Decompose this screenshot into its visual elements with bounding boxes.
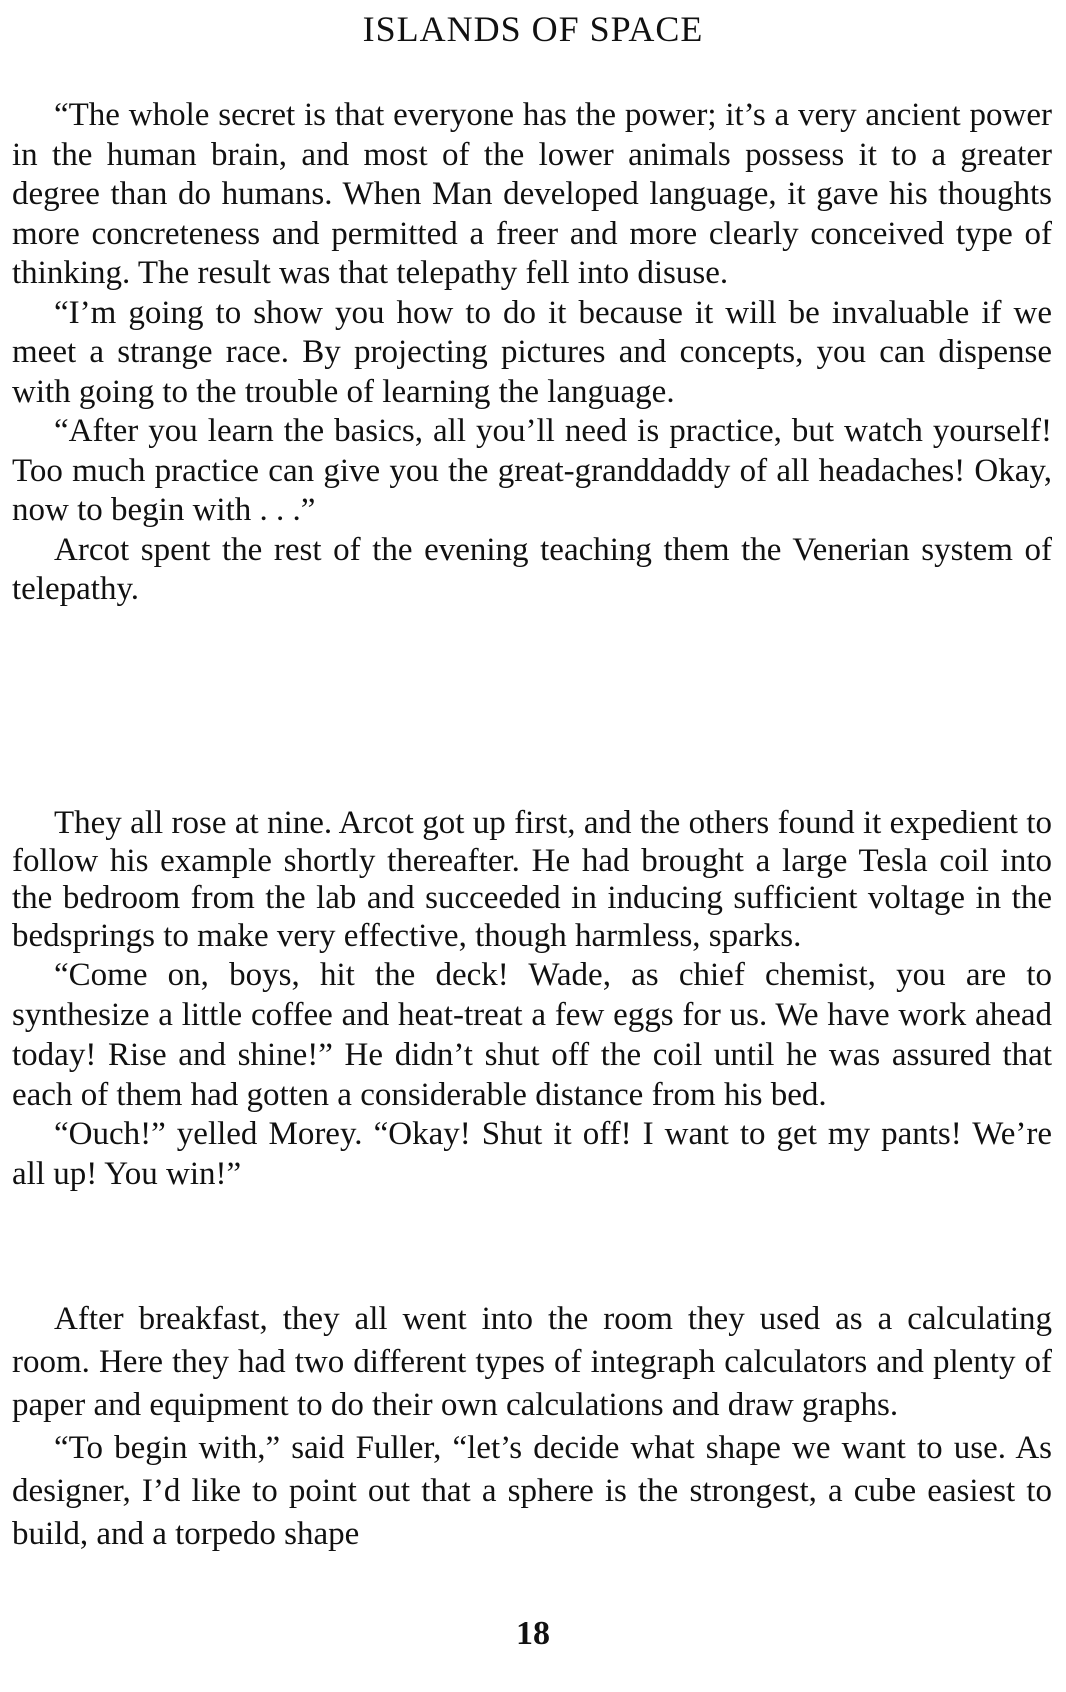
paragraph: “To begin with,” said Fuller, “let’s decide what shape we want to use. As designer, I’d like to point out that a sphere is the strongest, a cube easiest to build, and a torpedo shape (12, 1430, 1052, 1552)
paragraph: Arcot spent the rest of the evening teaching them the Venerian system of telepathy. (12, 531, 1052, 607)
paragraph: “Come on, boys, hit the deck! Wade, as chief chemist, you are to synthesize a little coffee and heat-treat a few eggs for us. We have work ahead today! Rise and shine!” He didn’t shut off the coil until he was assured that each of them had gotten a considerable distance from his bed. (12, 957, 1052, 1113)
paragraph: “After you learn the basics, all you’ll need is practice, but watch yourself! Too much practice can give you the great-granddaddy of all headaches! Okay, now to begin with . . .” (12, 413, 1052, 528)
paragraph: “The whole secret is that everyone has the power; it’s a very ancient power in the human brain, and most of the lower animals possess it to a greater degree than do humans. When Man developed language, it gave his thoughts more concreteness and permitted a freer and more clearly conceived type of thinking. The result was that telepathy fell into disuse. (12, 97, 1052, 291)
page-number: 18 (516, 1615, 550, 1652)
paragraph: They all rose at nine. Arcot got up first, and the others found it expedient to follow his example shortly thereafter. He had brought a large Tesla coil into the bedroom from the lab and succeeded in inducing sufficient voltage in the bedsprings to make very effective, though harmless, sparks. (12, 805, 1052, 954)
paragraph: “Ouch!” yelled Morey. “Okay! Shut it off! I want to get my pants! We’re all up! You win!” (12, 1116, 1052, 1192)
paragraph: After breakfast, they all went into the room they used as a calculating room. Here they had two different types of integraph calculators and plenty of paper and equipment to do their own calculations and draw graphs. (12, 1301, 1052, 1423)
paragraph: “I’m going to show you how to do it because it will be invaluable if we meet a strange race. By projecting pictures and concepts, you can dispense with going to the trouble of learning the language. (12, 294, 1052, 410)
running-head: ISLANDS OF SPACE (362, 9, 704, 49)
text-section-2 (12, 805, 1052, 1194)
text-section-3 (12, 1298, 1052, 1556)
text-section-1 (12, 96, 1052, 610)
